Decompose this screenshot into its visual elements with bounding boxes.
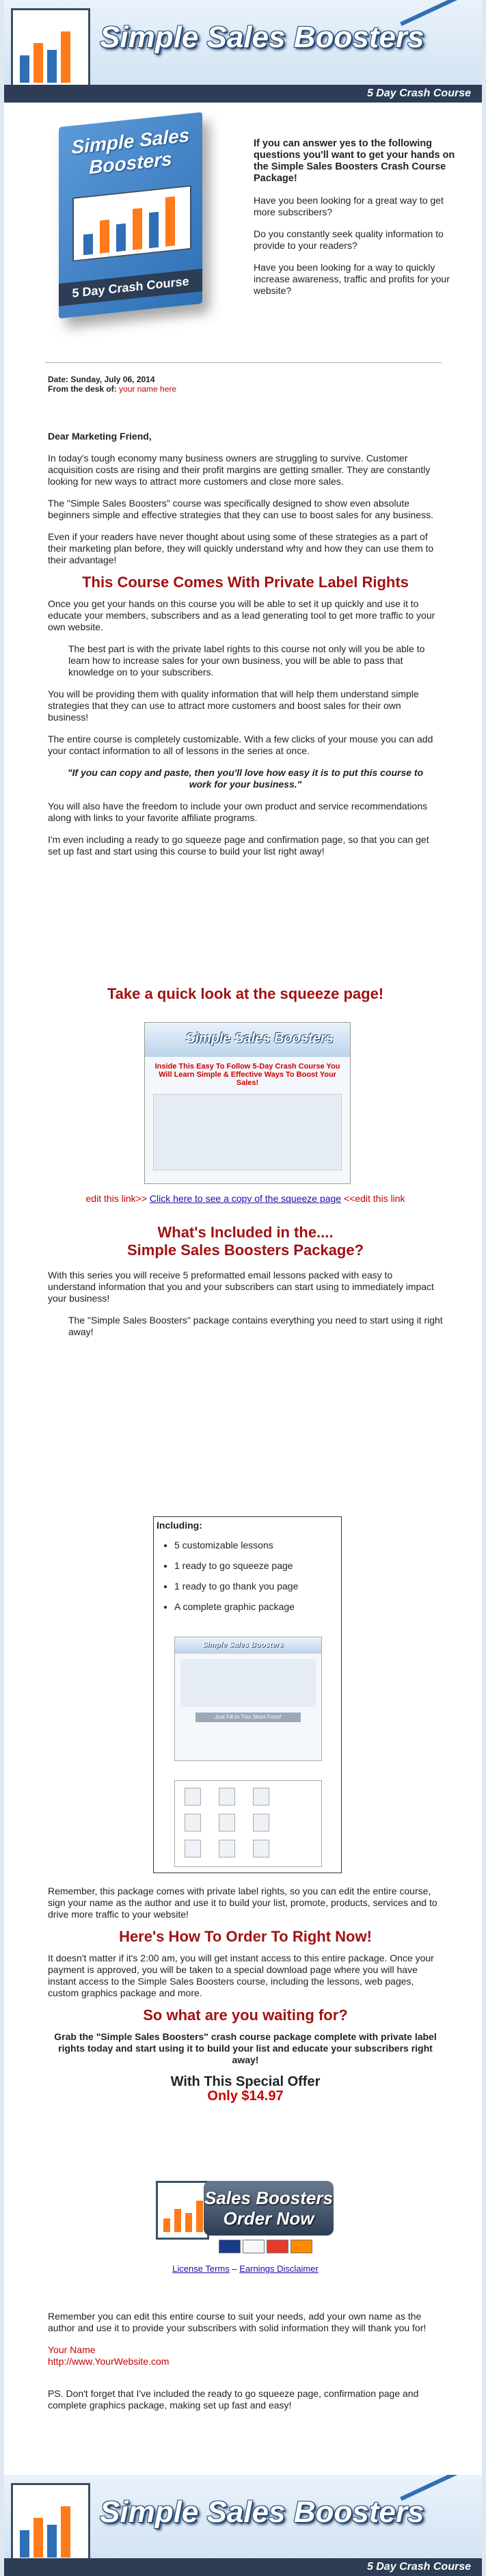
paragraph: The "Simple Sales Boosters" course was specifically designed to show even absolute beginners simple and effective strategies that they can use to boost sales for any business.: [48, 498, 433, 520]
list-item: • 1 ready to go squeeze page: [174, 1555, 341, 1576]
list-item: • 5 customizable lessons: [174, 1535, 341, 1555]
footer-title: Simple Sales Boosters: [100, 2495, 424, 2529]
paragraph: Even if your readers have never thought about using some of these strategies as a part of their marketing plan before, they will quickly understand why and how they can use them to their advantage!: [48, 531, 434, 565]
closing-section: [48, 2311, 443, 2421]
intro-lead: If you can answer yes to the following questions you'll want to get your hands on the Simple Sales Boosters Crash Course Package!: [254, 138, 455, 184]
package-contents-box: [153, 1516, 342, 1873]
mini-content: [180, 1659, 316, 1707]
offer-text: With This Special Offer: [170, 2074, 321, 2089]
footer-banner: [4, 2475, 482, 2576]
included-heading: What's Included in the....: [157, 1224, 334, 1241]
visa-icon: [219, 2240, 241, 2253]
paragraph: Once you get your hands on this course you will be able to set it up quickly and use it to educate your members, subscribers and as a lead generating tool to get more traffic to your own website.: [48, 598, 435, 632]
banner-strip: [4, 85, 482, 103]
paragraph: You will also have the freedom to include your own product and service recommendations along with links to your favorite affiliate programs.: [48, 801, 428, 823]
letter-meta: [48, 375, 443, 394]
order-now-button[interactable]: [204, 2181, 334, 2236]
footer-subtitle: 5 Day Crash Course: [366, 2561, 471, 2573]
order-heading: Here's How To Order To Right Now!: [119, 1928, 372, 1945]
paragraph: In today's tough economy many business owners are struggling to survive. Customer acquisition costs are rising and their profit margins are getting smaller. They are constantly looking for new ways to attract more customers and close more sales.: [48, 453, 431, 487]
trend-arrow-icon: [400, 2475, 478, 2544]
trend-arrow-icon: [400, 0, 478, 69]
chart-icon: [11, 2483, 90, 2568]
included-section: [48, 1224, 443, 1348]
payment-cards: [219, 2240, 314, 2257]
squeeze-link-line: [48, 1193, 443, 1205]
paragraph: The entire course is completely customizable. With a few clicks of your mouse you can add your contact information to all of lessons in the series at once.: [48, 734, 433, 756]
quote: "If you can copy and paste, then you'll love how easy it is to put this course to work for your business.": [67, 767, 424, 790]
ebook-chart-icon: [72, 185, 191, 262]
paragraph: Remember you can edit this entire course to suit your needs, add your own name as the author and use it to provide your subscribers with solid information they will thank you for!: [48, 2311, 427, 2333]
graphics-package-screenshot: [174, 1780, 322, 1867]
mini-banner: Simple Sales Boosters: [175, 1637, 321, 1654]
wait-heading: So what are you waiting for?: [143, 2007, 348, 2024]
banner-title: Simple Sales Boosters: [100, 21, 424, 54]
edit-note: <<edit this link: [341, 1193, 405, 1204]
paragraph: Remember, this package comes with private label rights, so you can edit the entire course, sign your name as the author and use it to build your list, promote, products, services and to drive more traffic to your website!: [48, 1886, 437, 1920]
squeeze-headline: Inside This Easy To Follow 5-Day Crash Course You Will Learn Simple & Effective Ways To Boost Your Sales!: [154, 1062, 340, 1087]
order-section: [48, 1886, 443, 2112]
intro-question: Have you been looking for a way to quickly increase awareness, traffic and profits for your website?: [254, 262, 450, 296]
ebook-title: Simple Sales Boosters: [71, 124, 190, 178]
included-list: [154, 1535, 341, 1617]
author-website: http://www.YourWebsite.com: [48, 2356, 170, 2367]
order-now-button-area[interactable]: [156, 2181, 336, 2256]
footer-strip: [4, 2558, 482, 2576]
paragraph: With this series you will receive 5 preformatted email lessons packed with easy to understand information that you and your subscribers can start using to immediately impact your business!: [48, 1270, 434, 1304]
paragraph: It doesn't matter if it's 2:00 am, you will get instant access to this entire package. Once your payment is approved, you will be taken to a special download page where you will have instant access to the Simple Sales Boosters course, including the lessons, web pages, custom graphics package and more.: [48, 1953, 434, 1998]
edit-note: edit this link>>: [85, 1193, 150, 1204]
ebook-subtitle: 5 Day Crash Course: [59, 269, 202, 306]
included-heading: Simple Sales Boosters Package?: [126, 1242, 364, 1259]
mastercard-icon: [267, 2240, 288, 2253]
discover-icon: [291, 2240, 312, 2253]
squeeze-page-screenshot: [144, 1022, 351, 1184]
paragraph: You will be providing them with quality information that will help them understand simple strategies that they can use to attract more customers and boost sales for their own business!: [48, 688, 419, 723]
amex-icon: [243, 2240, 265, 2253]
letter-body: [48, 431, 443, 868]
squeeze-banner: [145, 1023, 350, 1057]
monitor-chart-icon: [156, 2181, 209, 2240]
header-banner: [4, 0, 482, 103]
intro-question: Have you been looking for a great way to get more subscribers?: [254, 195, 444, 217]
author-name: Your Name: [48, 2344, 96, 2355]
list-item: • 1 ready to go thank you page: [174, 1576, 341, 1596]
squeeze-title: Simple Sales Boosters: [186, 1031, 334, 1046]
license-terms-link[interactable]: License Terms: [172, 2264, 230, 2274]
mini-form-bar: Just Fill In This Short Form!: [195, 1713, 301, 1722]
ebook-cover: [59, 112, 202, 319]
chart-icon: [11, 8, 90, 93]
paragraph: I'm even including a ready to go squeeze page and confirmation page, so that you can get set up fast and start using this course to build your list right away!: [48, 834, 429, 857]
squeeze-page-link[interactable]: Click here to see a copy of the squeeze page: [149, 1193, 342, 1204]
divider: [45, 362, 442, 363]
intro-questions: [254, 138, 459, 307]
from-label: From the desk of:: [48, 384, 120, 394]
separator: –: [229, 2264, 240, 2274]
included-title: Including:: [157, 1520, 202, 1531]
paragraph: The best part is with the private label rights to this course not only will you be able to learn how to increase sales for your own business, you will be able to pass that knowledge on to your subscribers.: [68, 643, 425, 677]
greeting: Dear Marketing Friend,: [48, 431, 152, 442]
squeeze-content-image: [153, 1094, 342, 1170]
postscript: PS. Don't forget that I've included the ready to go squeeze page, confirmation page and complete graphics package, making set up fast and easy!: [48, 2388, 419, 2411]
sales-page: [4, 0, 482, 2576]
squeeze-heading: Take a quick look at the squeeze page!: [107, 985, 384, 1002]
legal-links: [48, 2263, 443, 2275]
paragraph: The "Simple Sales Boosters" package contains everything you need to start using it right away!: [68, 1315, 443, 1337]
grab-text: Grab the "Simple Sales Boosters" crash course package complete with private label rights today and start using it to build your list and educate your subscribers right away!: [54, 2031, 437, 2065]
list-item: • A complete graphic package: [174, 1596, 341, 1617]
thankyou-page-screenshot: [174, 1637, 322, 1761]
letter-date: Date: Sunday, July 06, 2014: [48, 375, 155, 384]
earnings-disclaimer-link[interactable]: Earnings Disclaimer: [239, 2264, 319, 2274]
section-heading: This Course Comes With Private Label Rights: [82, 574, 409, 591]
button-line: Order Now: [223, 2208, 314, 2229]
price-text: Only $14.97: [207, 2089, 284, 2104]
from-value: your name here: [119, 384, 177, 394]
intro-question: Do you constantly seek quality information to provide to your readers?: [254, 228, 444, 251]
banner-subtitle: 5 Day Crash Course: [366, 88, 471, 99]
button-line: Sales Boosters: [204, 2188, 333, 2208]
squeeze-heading-wrap: [48, 985, 443, 1010]
